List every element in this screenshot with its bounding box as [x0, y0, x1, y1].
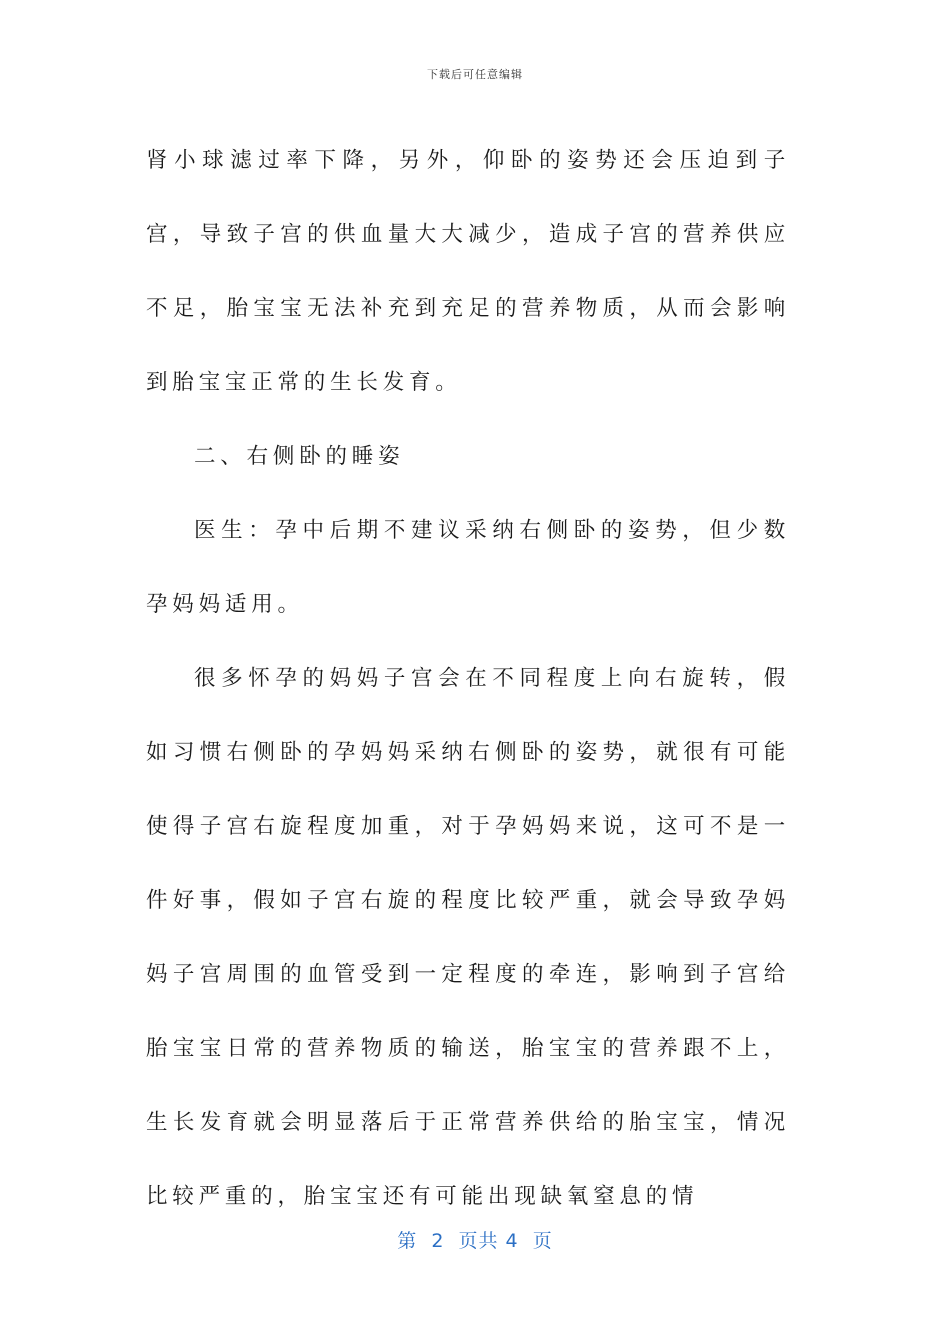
paragraph-2: 医生：孕中后期不建议采纳右侧卧的姿势，但少数孕妈妈适用。 [146, 518, 790, 617]
paragraph-1: 肾小球滤过率下降，另外，仰卧的姿势还会压迫到子宫，导致子宫的供血量大大减少，造成子宫的营养供应不足，胎宝宝无法补充到充足的营养物质，从而会影响到胎宝宝正常的生长发育。 [146, 148, 790, 395]
page-number-footer: 第 2 页共 4 页 [397, 1230, 553, 1252]
paragraph-3: 很多怀孕的妈妈子宫会在不同程度上向右旋转，假如习惯右侧卧的孕妈妈采纳右侧卧的姿势，就很有可能使得子宫右旋程度加重，对于孕妈妈来说，这可不是一件好事，假如子宫右旋的程度比较严重，就会导致孕妈妈子宫周围的血管受到一定程度的牵连，影响到子宫给胎宝宝日常的营养物质的输送，胎宝宝的营养跟不上，生长发育就会明显落后于正常营养供给的胎宝宝，情况比较严重的，胎宝宝还有可能出现缺氧窒息的情 [146, 666, 790, 1209]
page-header: 下载后可任意编辑 [427, 68, 523, 81]
document-body [146, 124, 790, 1234]
section-heading: 二、右侧卧的睡姿 [194, 444, 405, 469]
